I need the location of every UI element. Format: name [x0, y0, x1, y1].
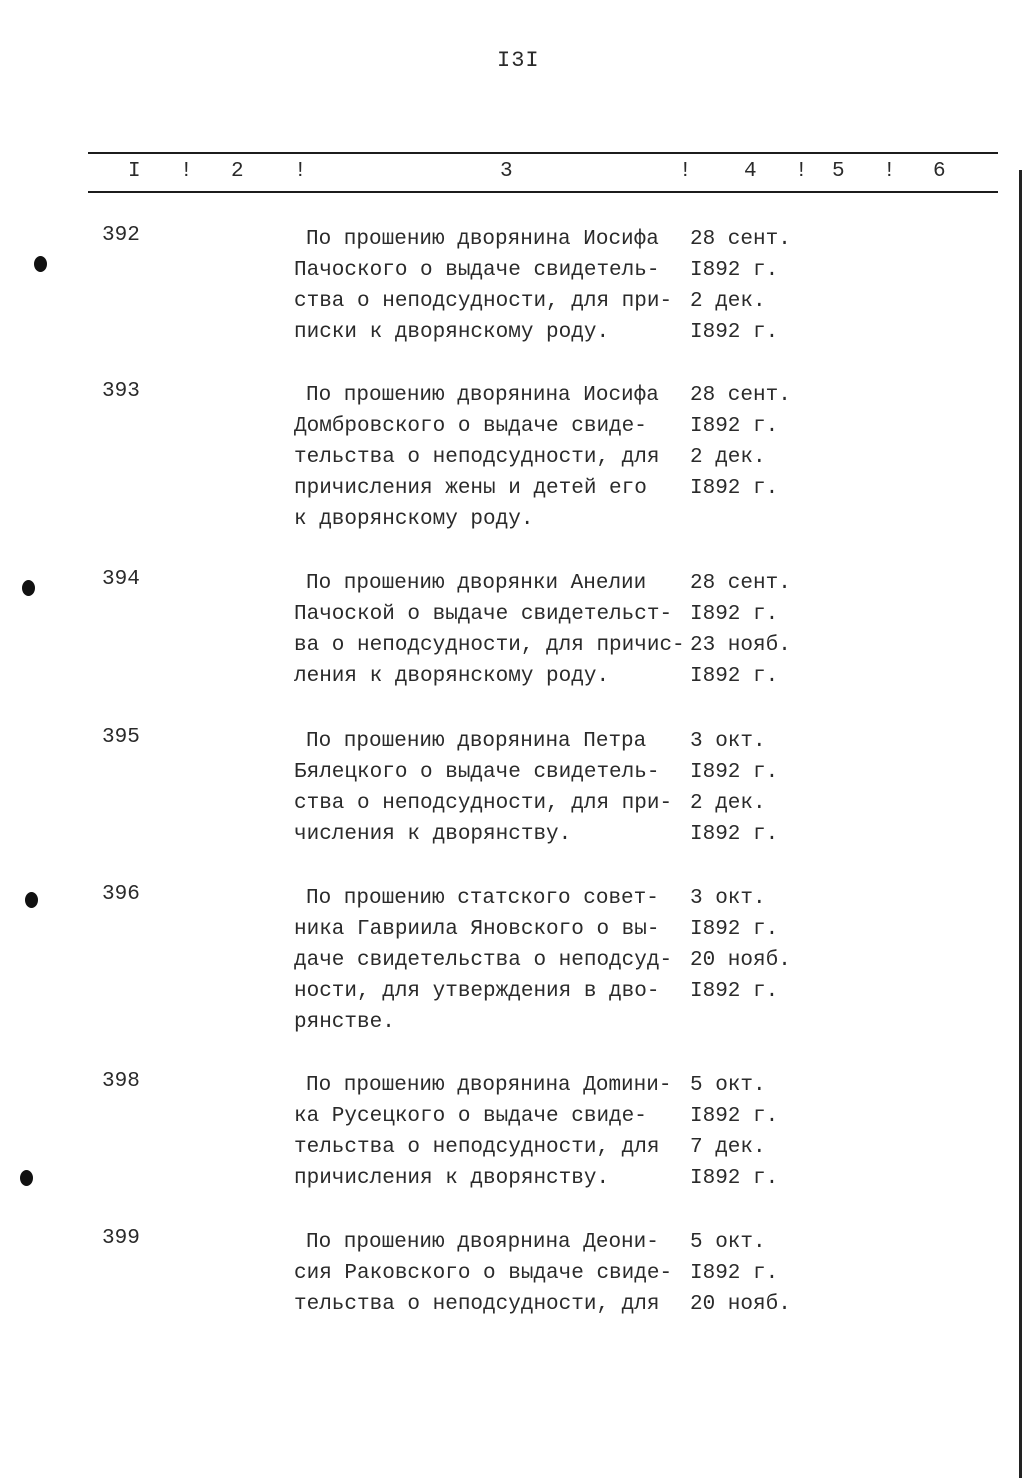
record-dates	[690, 883, 791, 1007]
header-separator: !	[883, 160, 896, 183]
date-end: 7 дек.	[690, 1136, 766, 1159]
header-separator: !	[294, 160, 307, 183]
record-description	[294, 1070, 671, 1194]
header-separator: !	[180, 160, 193, 183]
date-end: 23 нояб.	[690, 634, 791, 657]
description-line: Бялецкого о выдаче свидетель-	[294, 761, 660, 784]
date-start: 3 окт.	[690, 730, 766, 753]
description-line: ка Русецкого о выдаче свиде-	[294, 1105, 647, 1128]
description-line: тельства о неподсудности, для	[294, 1293, 660, 1316]
record-dates	[690, 1227, 791, 1320]
date-end-year: I892 г.	[690, 823, 779, 846]
date-end-year: I892 г.	[690, 665, 779, 688]
description-line: рянстве.	[294, 1011, 395, 1034]
record-number: 393	[102, 380, 140, 403]
description-line: ства о неподсудности, для при-	[294, 290, 673, 313]
header-rule-bottom	[88, 191, 998, 193]
record-description	[294, 1227, 672, 1320]
description-line: Пачоской о выдаче свидетельст-	[294, 603, 673, 626]
date-start: 5 окт.	[690, 1074, 766, 1097]
description-line: ва о неподсудности, для причис-	[294, 634, 685, 657]
description-line: Домбровского о выдаче свиде-	[294, 415, 647, 438]
date-end-year: I892 г.	[690, 1167, 779, 1190]
description-line: По прошению статского совет-	[306, 887, 659, 910]
record-number: 395	[102, 726, 140, 749]
description-line: причисления к дворянству.	[294, 1167, 610, 1190]
description-line: ности, для утверждения в дво-	[294, 980, 660, 1003]
description-line: По прошению дворянина Иосифа	[306, 228, 659, 251]
header-col-4: 4	[744, 160, 757, 183]
date-start-year: I892 г.	[690, 603, 779, 626]
date-end-year: I892 г.	[690, 980, 779, 1003]
hole-punch-mark	[22, 580, 35, 596]
date-start: 5 окт.	[690, 1231, 766, 1254]
record-description	[294, 883, 672, 1038]
date-end: 20 нояб.	[690, 949, 791, 972]
record-dates	[690, 380, 791, 504]
description-line: тельства о неподсудности, для	[294, 446, 660, 469]
record-dates	[690, 568, 791, 692]
hole-punch-mark	[20, 1170, 33, 1186]
description-line: По прошению двоярнина Деони-	[306, 1231, 659, 1254]
description-line: По прошению дворянки Анелии	[306, 572, 647, 595]
description-line: По прошению дворянина Петра	[306, 730, 647, 753]
hole-punch-mark	[34, 256, 47, 272]
date-start-year: I892 г.	[690, 918, 779, 941]
description-line: ления к дворянскому роду.	[294, 665, 610, 688]
header-col-2: 2	[231, 160, 244, 183]
record-number: 398	[102, 1070, 140, 1093]
date-end: 20 нояб.	[690, 1293, 791, 1316]
date-start: 28 сент.	[690, 572, 791, 595]
date-end: 2 дек.	[690, 446, 766, 469]
date-start-year: I892 г.	[690, 1105, 779, 1128]
description-line: к дворянскому роду.	[294, 508, 534, 531]
header-separator: !	[679, 160, 692, 183]
page-right-edge	[1019, 170, 1022, 1478]
date-start: 28 сент.	[690, 228, 791, 251]
description-line: числения к дворянству.	[294, 823, 572, 846]
description-line: причисления жены и детей его	[294, 477, 647, 500]
date-end-year: I892 г.	[690, 321, 779, 344]
date-start-year: I892 г.	[690, 415, 779, 438]
date-end: 2 дек.	[690, 290, 766, 313]
description-line: ника Гавриила Яновского о вы-	[294, 918, 660, 941]
date-start: 3 окт.	[690, 887, 766, 910]
header-col-6: 6	[933, 160, 946, 183]
date-end: 2 дек.	[690, 792, 766, 815]
header-col-5: 5	[832, 160, 845, 183]
date-start-year: I892 г.	[690, 1262, 779, 1285]
description-line: По прошению дворянина Доmини-	[306, 1074, 672, 1097]
record-description	[294, 224, 672, 348]
record-dates	[690, 1070, 778, 1194]
record-number: 394	[102, 568, 140, 591]
record-description	[294, 380, 659, 535]
record-dates	[690, 224, 791, 348]
description-line: даче свидетельства о неподсуд-	[294, 949, 673, 972]
record-number: 392	[102, 224, 140, 247]
date-start-year: I892 г.	[690, 259, 779, 282]
record-dates	[690, 726, 778, 850]
description-line: сия Раковского о выдаче свиде-	[294, 1262, 673, 1285]
date-end-year: I892 г.	[690, 477, 779, 500]
page-number: I3I	[497, 48, 540, 73]
header-rule-top	[88, 152, 998, 154]
record-description	[294, 726, 672, 850]
description-line: ства о неподсудности, для при-	[294, 792, 673, 815]
description-line: писки к дворянскому роду.	[294, 321, 610, 344]
hole-punch-mark	[25, 892, 38, 908]
record-number: 396	[102, 883, 140, 906]
record-number: 399	[102, 1227, 140, 1250]
date-start: 28 сент.	[690, 384, 791, 407]
description-line: Пачоского о выдаче свидетель-	[294, 259, 660, 282]
description-line: тельства о неподсудности, для	[294, 1136, 660, 1159]
header-col-1: I	[128, 160, 141, 183]
header-separator: !	[795, 160, 808, 183]
header-col-3: 3	[500, 160, 513, 183]
description-line: По прошению дворянина Иосифа	[306, 384, 659, 407]
record-description	[294, 568, 685, 692]
date-start-year: I892 г.	[690, 761, 779, 784]
